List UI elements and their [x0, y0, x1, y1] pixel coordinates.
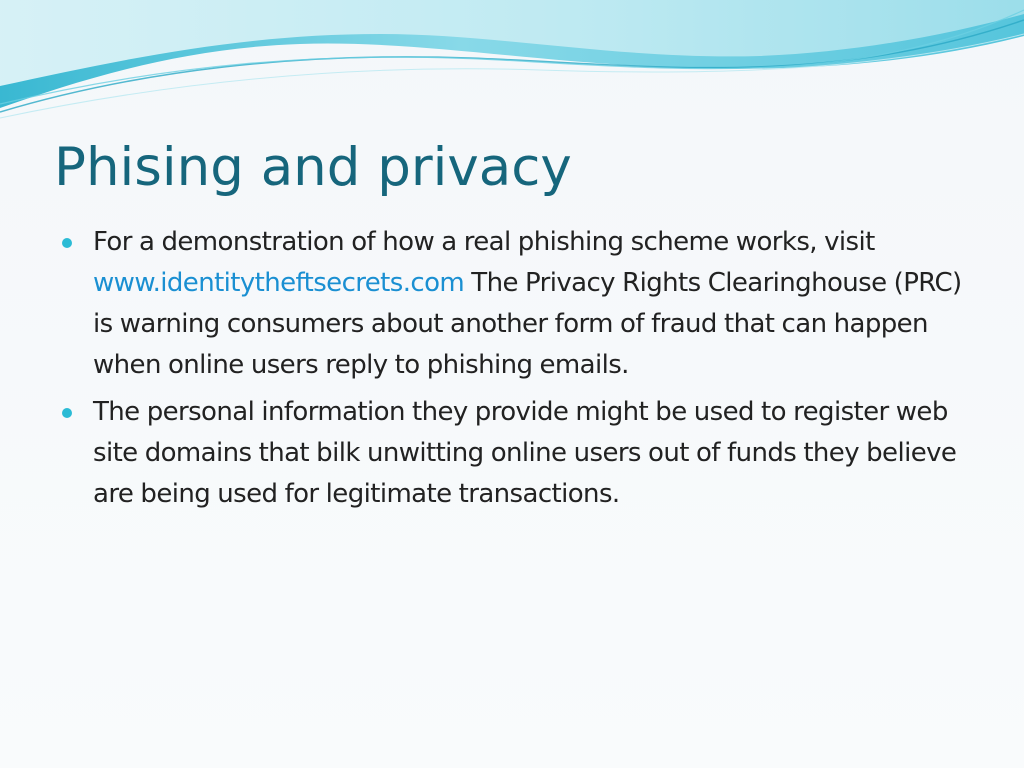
- header-wave-decoration: [0, 0, 1024, 140]
- bullet-list: [60, 222, 970, 521]
- bullet-item-1: [60, 222, 970, 386]
- identity-theft-secrets-link[interactable]: www.identitytheftsecrets.com: [93, 268, 465, 298]
- slide-title: Phising and privacy: [54, 137, 572, 198]
- bullet-text: The personal information they provide might be used to register web site domains that bilk unwitting online users out of funds they believe are being used for legitimate transactions.: [93, 397, 957, 509]
- bullet-item-2: [60, 392, 970, 515]
- bullet-text-part: The Privacy Rights Clearinghouse (PRC) is warning consumers about another form of fraud that can happen when online users reply to phishing emails.: [93, 268, 962, 380]
- bullet-icon: [62, 238, 72, 248]
- bullet-text-part: For a demonstration of how a real phishing scheme works, visit: [93, 227, 875, 257]
- bullet-icon: [62, 408, 72, 418]
